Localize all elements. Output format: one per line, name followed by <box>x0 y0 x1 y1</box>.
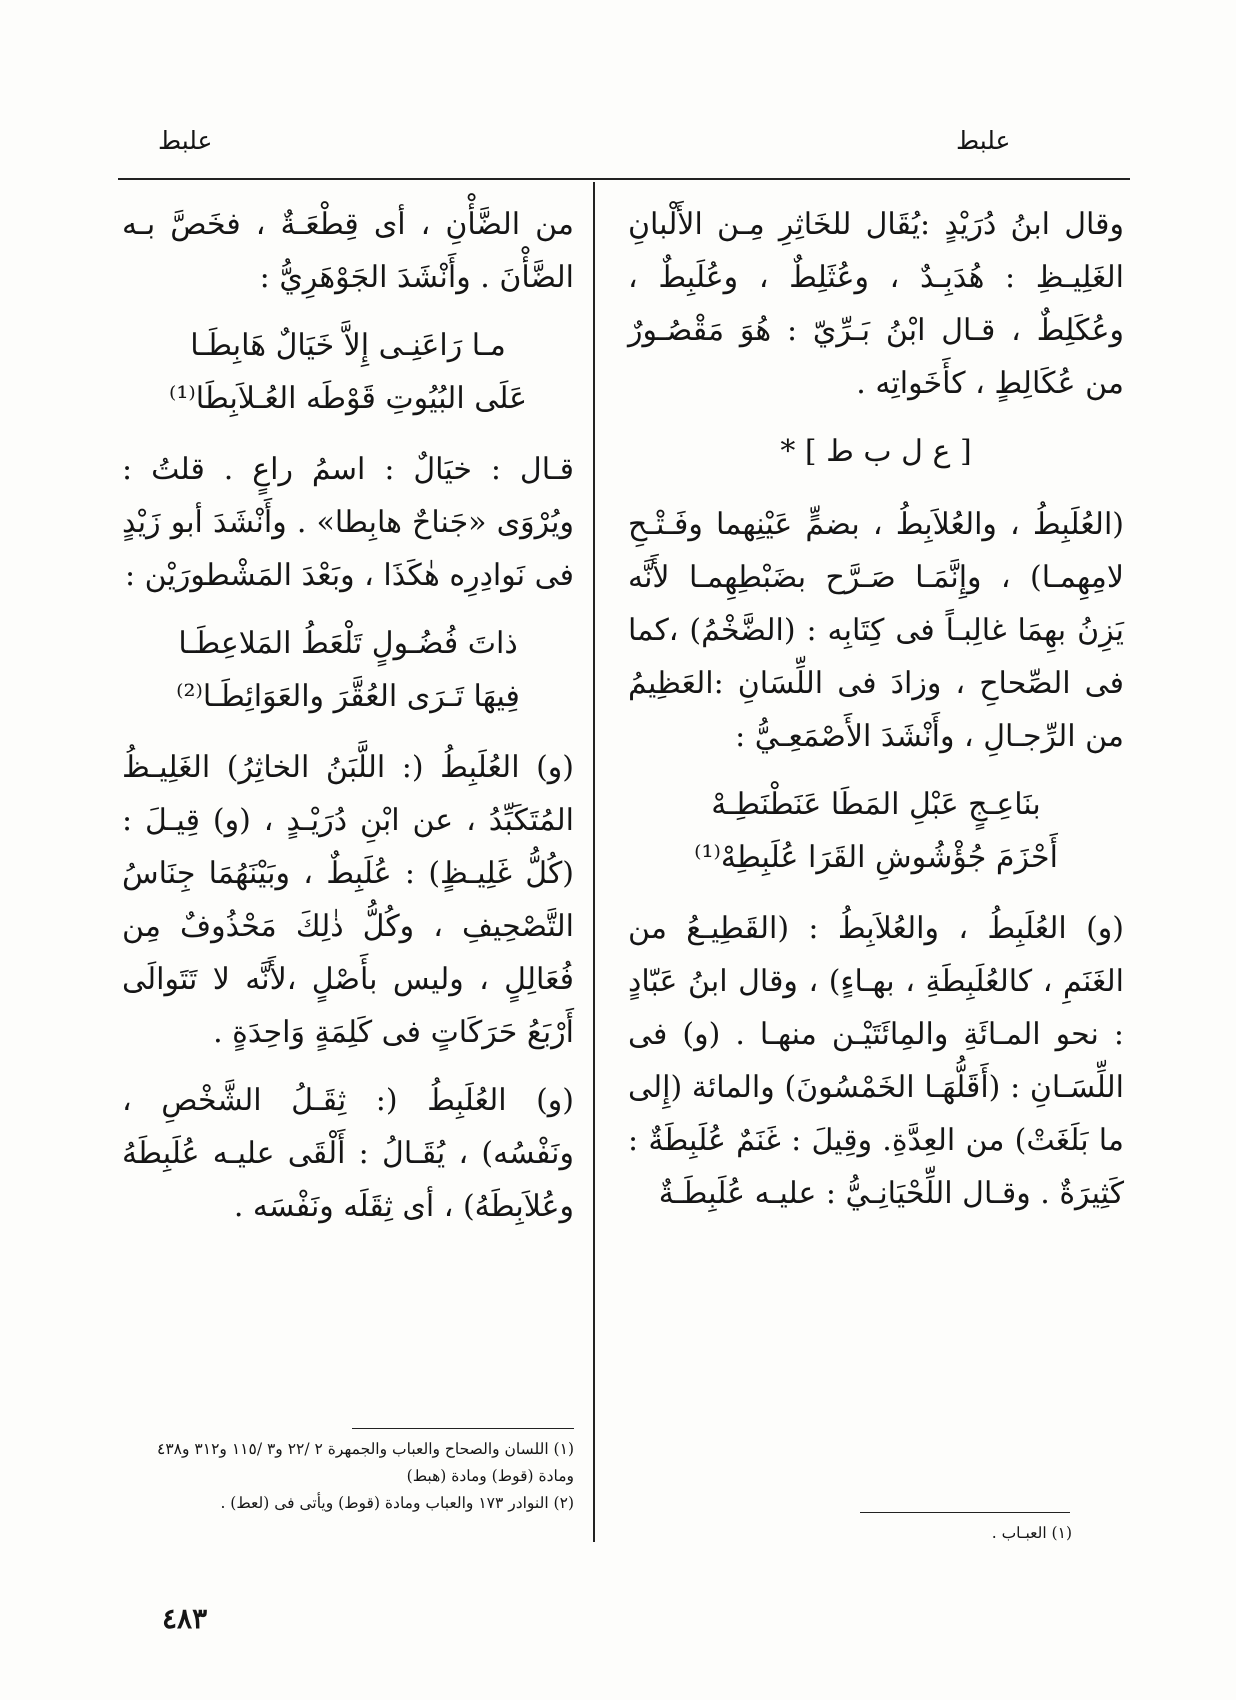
left-paragraph-1: قـال : خيَالٌ : اسمُ راعٍ . قلتُ : ويُرْوَى «جَناحٌ هابِطا» . وأَنْشَدَ أبو زَيْدٍ فى نَوادِرِه هٰكَذَا ، وبَعْدَ المَشْطورَيْن : <box>122 452 574 593</box>
footnote-rule-right <box>860 1512 1070 1513</box>
header-rule <box>118 178 1130 180</box>
left-intro-paragraph: من الضَّأْنِ ، أى قِطْعَـةٌ ، فخَصَّ بـه الضَّأْنَ . وأَنْشَدَ الجَوْهَرِيُّ : <box>122 207 574 295</box>
left-paragraph-3: (و) العُلَبِطُ (: ثِقَـلُ الشَّخْصِ ، ونَفْسُه) ، يُقَـالُ : أَلْقَى عليـه عُلَبِطَهُ وعُلاَبِطَهُ) ، أى ثِقَلَه ونَفْسَه . <box>122 1083 574 1224</box>
left-poem-1 <box>122 319 574 425</box>
left-verse-3: ذاتَ فُضُـولٍ تَلْعَطُ المَلاعِطَـا <box>178 626 518 661</box>
left-verse-2: عَلَى البُيُوتِ قَوْطَه العُـلاَبِطَا⁽¹⁾ <box>168 381 528 416</box>
right-entry-paragraph-1: (العُلَبِطُ ، والعُلاَبِطُ ، بضمٍّ عَيْنِهما وفَـتْـحِ لامِهِمـا) ، وإِنَّمَـا صَـرَّح بضَبْطِهِمـا لأَنَّه يَزِنُ بهِمَا غالِبـاً فى كِتَابِه : (الضَّخْمُ) ،كما فى الصِّحاحِ ، وزادَ فى اللِّسَانِ :العَظِيمُ من الرِّجـالِ ، وأَنْشَدَ الأَصْمَعِـيُّ : <box>628 507 1124 754</box>
right-poem <box>628 778 1124 884</box>
right-entry-paragraph-2: (و) العُلَبِطُ ، والعُلاَبِطُ : (القَطِيـعُ من الغَنَمِ ، كالعُلَبِطَةِ ، بهـاءٍ) ، وقال ابنُ عَبّادٍ : نحو المـائَةِ والمِائَتَيْـن منهـا . (و) فى اللِّسَـانِ : (أَقَلُّهَـا الخَمْسُونَ) والمائة (إِلى ما بَلَغَتْ) من العِدَّةِ. وقِيلَ : غَنَمٌ عُلَبِطَةٌ : كَثِيرَةٌ . وقـال اللِّحْيَانِـيُّ : عليـه عُلَبِطَـةٌ <box>628 911 1124 1211</box>
running-header-right: علبط <box>956 126 1011 155</box>
left-paragraph-2: (و) العُلَبِطُ (: اللَّبَنُ الخاثِرُ) الغَلِيـظُ المُتَكَبِّدُ ، عن ابْنِ دُرَيْـدٍ ، (و) قِيـلَ : (كُلُّ غَلِيـظٍ) : عُلَبِطٌ ، وبَيْنَهُمَا جِنَاسُ التَّصْحِيفِ ، وكُلُّ ذٰلِكَ مَحْذُوفٌ مِن فُعَالِلٍ ، وليس بأَصْلٍ ،لأَنَّه لا تَتَوالَى أَرْبَعُ حَرَكَاتٍ فى كَلِمَةٍ وَاحِدَةٍ . <box>122 750 574 1050</box>
footnote-left-2: (٢) النوادر ١٧٣ والعباب ومادة (قوط) ويأتى فى (لعط) . <box>220 1494 574 1512</box>
left-verse-4: فِيهَا تَـرَى العُقَّرَ والعَوَائِطَـا⁽²⁾ <box>176 679 520 714</box>
left-verse-1: مـا رَاعَنِـى إِلاَّ خَيَالٌ هَابِطَـا <box>190 328 506 363</box>
footnote-right-1: (١) العبـاب . <box>991 1524 1072 1542</box>
footnotes-left <box>122 1436 574 1517</box>
right-verse-1: بنَاعِـجٍ عَبْلِ المَطَا عَنَطْنَطِـهْ <box>711 787 1041 822</box>
page-number: ٤٨٣ <box>162 1602 208 1635</box>
entry-heading: [ ع ل ب ط ] * <box>780 434 972 469</box>
running-header-left: علبط <box>158 126 213 155</box>
left-column <box>122 198 574 1248</box>
right-column <box>628 198 1124 1235</box>
right-verse-2: أَحْزَمَ جُؤْشُوشِ القَرَا عُلَبِطِهْ⁽¹⁾ <box>694 840 1058 875</box>
footnotes-right <box>628 1520 1072 1547</box>
column-divider <box>593 182 595 1542</box>
footnote-left-1: (١) اللسان والصحاح والعباب والجمهرة ٢ /٢٢ و٣ /١١٥ و٣١٢ و٤٣٨ ومادة (قوط) ومادة (هبط) <box>157 1440 574 1485</box>
right-intro-paragraph: وقال ابنُ دُرَيْدٍ :يُقَال للخَاثِرِ مِـن الأَلْبانِ الغَلِيـظِ : هُدَبِـدٌ ، وعُثَلِطٌ ، وعُلَبِطٌ ، وعُكَلِطٌ ، قـال ابْنُ بَـرِّيّ : هُوَ مَقْصُـورٌ من عُكَالِطٍ ، كأَخَواتِه . <box>628 207 1124 401</box>
left-poem-2 <box>122 617 574 723</box>
footnote-rule-left <box>352 1428 574 1429</box>
